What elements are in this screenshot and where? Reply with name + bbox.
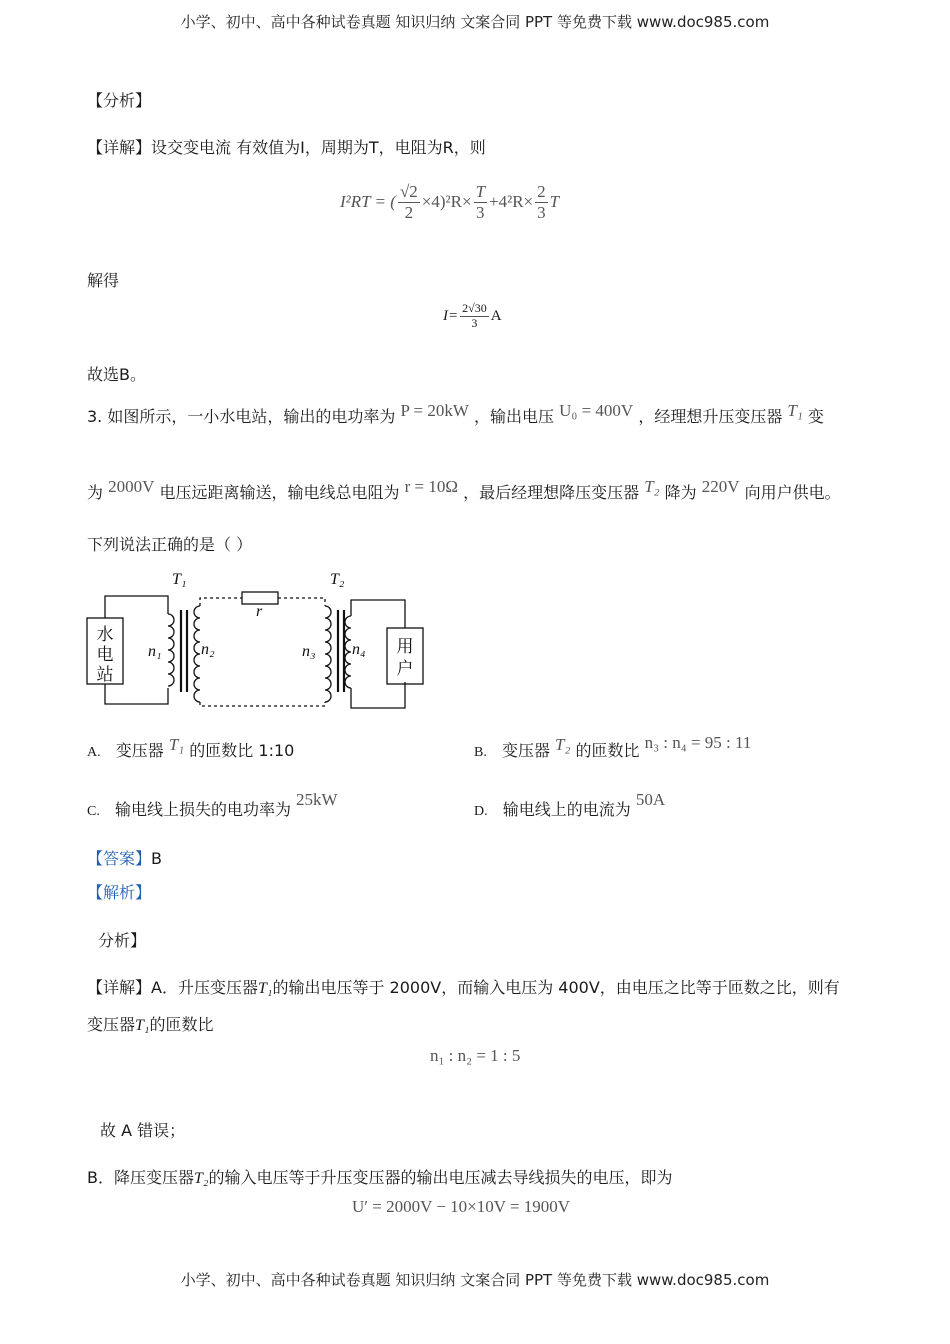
label-r: r xyxy=(256,603,263,620)
user-char-1: 用 xyxy=(396,637,414,657)
analysis-2: 分析】 xyxy=(98,931,147,950)
station-char-1: 水 xyxy=(96,625,114,645)
analysis-tag: 【分析】 xyxy=(87,91,152,110)
label-n4: n₄ xyxy=(352,641,366,658)
choice-conclusion: 故选B。 xyxy=(87,365,146,384)
station-char-2: 电 xyxy=(96,645,114,665)
detail2-line-b: B．降压变压器T₂的输入电压等于升压变压器的输出电压减去导线损失的电压，即为 xyxy=(87,1168,673,1187)
detail-text: 设交变电流 有效值为I，周期为T，电阻为R，则 xyxy=(151,138,486,157)
label-T1: T₁ xyxy=(172,571,187,588)
page-footer: 小学、初中、高中各种试卷真题 知识归纳 文案合同 PPT 等免费下载 www.doc985.com xyxy=(180,1271,770,1289)
result-equation: I= $\frac{2√30}{3}$ A xyxy=(443,301,502,330)
circuit-diagram xyxy=(80,566,440,716)
user-char-2: 户 xyxy=(396,659,414,679)
detail2-line-1: 【详解】A．升压变压器T₁的输出电压等于 2000V，而输入电压为 400V，由电压之比等于匝数之比，则有 xyxy=(87,978,840,997)
answer-line xyxy=(87,846,162,869)
label-n1: n₁ xyxy=(148,643,162,660)
solve-label: 解得 xyxy=(87,271,120,290)
jiexi-label: 【解析】 xyxy=(87,883,152,902)
equation-ratio: n₁ : n₂ = 1 : 5 xyxy=(430,1046,521,1065)
detail-label: 【详解】 xyxy=(87,138,152,157)
q3-line-3: 下列说法正确的是（ ） xyxy=(87,535,253,554)
equation-voltage: U′ = 2000V − 10×10V = 1900V xyxy=(352,1197,571,1216)
coil-n3 xyxy=(325,606,331,702)
station-char-3: 站 xyxy=(96,665,114,685)
label-n3: n₃ xyxy=(302,643,316,660)
answer-value: B xyxy=(151,849,162,868)
answer-label: 【答案】 xyxy=(87,849,152,868)
coil-n4 xyxy=(345,616,351,688)
option-b[interactable]: B. 变压器 T₂ 的匝数比 n₃ : n₄ = 95 : 11 xyxy=(474,733,752,760)
conclusion-a: 故 A 错误； xyxy=(100,1121,186,1140)
page-header: 小学、初中、高中各种试卷真题 知识归纳 文案合同 PPT 等免费下载 www.doc985.com xyxy=(180,13,770,31)
equation-1: I²RT = ( $\frac{√2}{2}$ ×4)²R× $\frac{T}{3}$ +4²R× $\frac{2}{3}$ T xyxy=(340,182,560,222)
label-n2: n₂ xyxy=(201,641,215,658)
option-d[interactable]: D. 输电线上的电流为 50A xyxy=(474,790,666,819)
coil-n2 xyxy=(194,606,200,702)
coil-n1 xyxy=(168,614,174,686)
option-a[interactable]: A. 变压器 T₁ 的匝数比 1:10 xyxy=(87,735,295,760)
option-c[interactable]: C. 输电线上损失的电功率为 25kW xyxy=(87,790,338,819)
q3-line-1: 3. 如图所示，一小水电站，输出的电功率为 P = 20kW ，输出电压 U₀ = 400V ，经理想升压变压器 T₁ 变 xyxy=(87,401,824,426)
label-T2: T₂ xyxy=(330,571,345,588)
detail2-line-2: 变压器T₁的匝数比 xyxy=(87,1015,214,1034)
q3-line-2: 为 2000V 电压远距离输送，输电线总电阻为 r = 10Ω ，最后经理想降压变压器 T₂ 降为 220V 向用户供电。 xyxy=(87,477,841,502)
detail-paragraph xyxy=(87,135,486,158)
